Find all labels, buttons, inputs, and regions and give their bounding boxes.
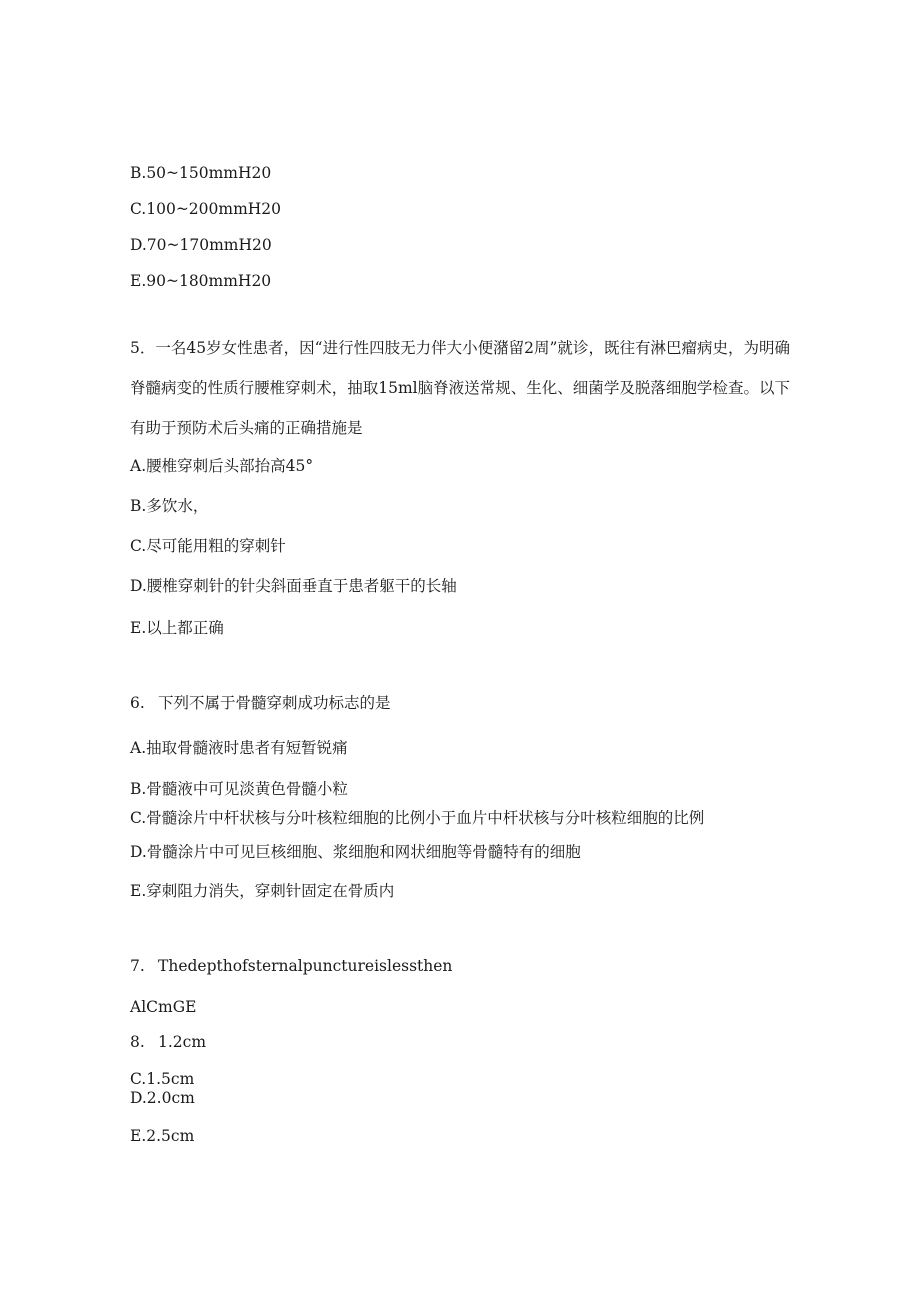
q6-option-d: D.骨髓涂片中可见巨核细胞、浆细胞和网状细胞等骨髓特有的细胞 (130, 843, 581, 861)
q7-stem: Thedepthofsternalpunctureislessthen (158, 957, 453, 975)
q8-option-d: D.2.0cm (130, 1089, 195, 1107)
q4-option-b: B.50~150mmH20 (130, 164, 272, 182)
q5-stem-block (130, 328, 790, 448)
q5-option-b: B.多饮水， (130, 497, 209, 515)
q6-option-b: B.骨髓液中可见淡黄色骨髓小粒 (130, 780, 348, 798)
q6-option-e: E.穿刺阻力消失，穿刺针固定在骨质内 (130, 882, 395, 900)
q4-option-c: C.100~200mmH20 (130, 200, 282, 218)
q6-stem: 下列不属于骨髓穿刺成功标志的是 (158, 694, 391, 712)
q5-number: 5 (130, 339, 140, 357)
q7-stem-line (130, 956, 452, 976)
q5-option-d: D.腰椎穿刺针的针尖斜面垂直于患者躯干的长轴 (130, 577, 457, 595)
q7-garbled-options: AlCmGE (130, 998, 197, 1016)
q6-option-a: A.抽取骨髓液时患者有短暂锐痛 (130, 739, 348, 757)
q8-number: 8. (130, 1033, 145, 1051)
q6-option-c: C.骨髓涂片中杆状核与分叶核粒细胞的比例小于血片中杆状核与分叶核粒细胞的比例 (130, 809, 705, 827)
q5-option-e: E.以上都正确 (130, 619, 224, 637)
q5-option-a: A.腰椎穿刺后头部抬高45° (130, 457, 314, 475)
q8-stem-line (130, 1032, 206, 1052)
q6-number: 6. (130, 694, 145, 712)
q4-option-e: E.90~180mmH20 (130, 272, 272, 290)
q8-stem: 1.2cm (158, 1033, 207, 1051)
q8-option-c: C.1.5cm (130, 1070, 195, 1088)
q4-option-d: D.70~170mmH20 (130, 236, 272, 254)
q8-option-e: E.2.5cm (130, 1127, 195, 1145)
q5-stem: ．一名45岁女性患者，因“进行性四肢无力伴大小便潴留2周”就诊，既往有淋巴瘤病史，为明确脊髓病变的性质行腰椎穿刺术，抽取15ml脑脊液送常规、生化、细菌学及脱落细胞学检查。以下有助于预防术后头痛的正确措施是 (130, 339, 790, 437)
q7-number: 7. (130, 957, 145, 975)
q5-option-c: C.尽可能用粗的穿刺针 (130, 537, 286, 555)
q6-stem-line (130, 693, 391, 713)
